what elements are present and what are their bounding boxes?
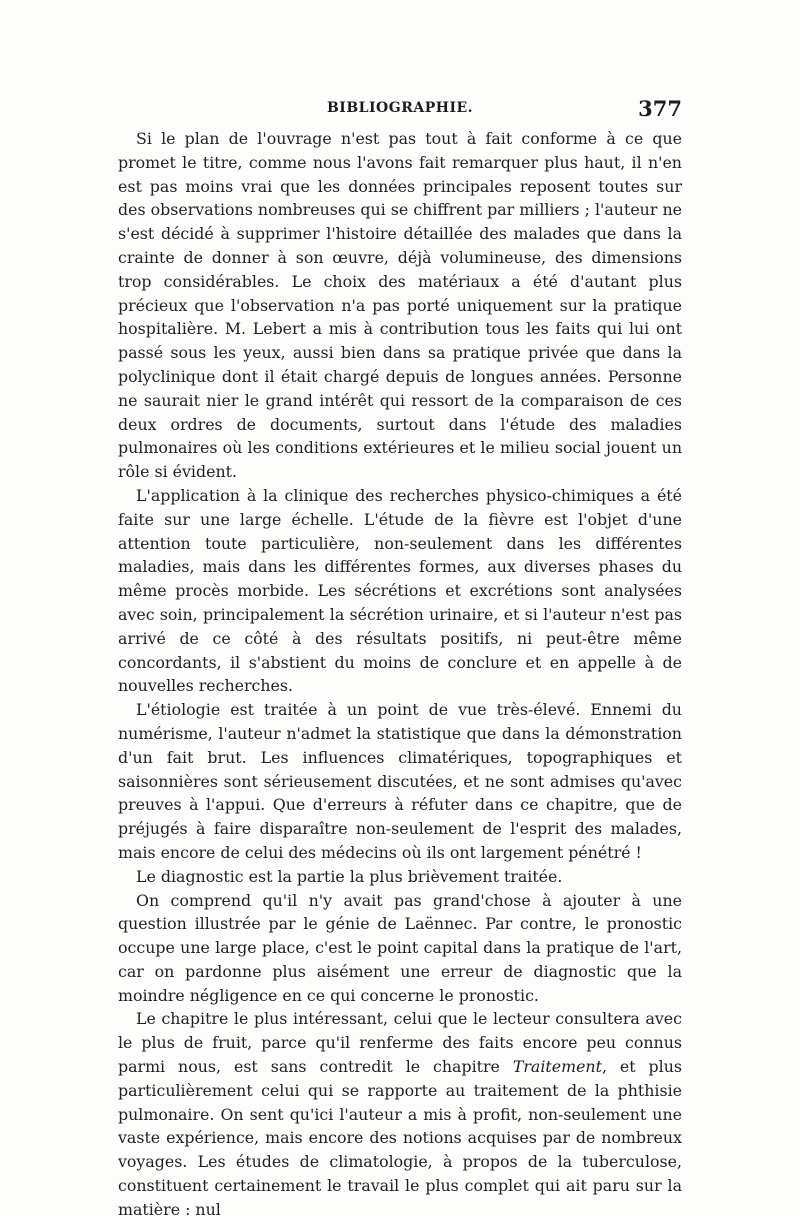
- paragraph-clinical-application: L'application à la clinique des recherches physico-chimiques a été faite sur une large échelle. L'étude de la fièvre est l'objet d'une attention toute particulière, non-seulement dans les différentes maladies, mais dans les différentes formes, aux diverses phases du même procès morbide. Les sécrétions et excrétions sont analysées avec soin, principalement la sécrétion urinaire, et si l'auteur n'est pas arrivé de ce côté à des résultats positifs, ni peut-être même concordants, il s'abstient du moins de conclure et en appelle à de nouvelles recherches.: [118, 485, 682, 696]
- page-number: 377: [638, 96, 682, 121]
- treatment-text-end: , et plus particulièrement celui qui se rapporte au traitement de la phthisie pulmonaire. On sent qu'ici l'auteur a mis à profit, non-seulement une vaste expérience, mais encore des notions acquises par de nombreux voyages. Les études de climatologie, à propos de la tuberculose, constituent certainement le travail le plus complet qui ait paru sur la matière : nul: [118, 1057, 682, 1219]
- paragraph-diagnosis: Le diagnostic est la partie la plus brièvement traitée.: [136, 866, 563, 886]
- paragraph-treatment: [118, 1007, 682, 1221]
- paragraph-etiology: L'étiologie est traitée à un point de vue très-élevé. Ennemi du numérisme, l'auteur n'admet la statistique que dans la démonstration d'un fait brut. Les influences climatériques, topographiques et saisonnières sont sérieusement discutées, et ne sont admises qu'avec preuves à l'appui. Que d'erreurs à réfuter dans ce chapitre, que de préjugés à faire disparaître non-seulement de l'esprit des malades, mais encore de celui des médecins où ils ont largement pénétré !: [118, 700, 682, 862]
- treatment-text-start: Le chapitre le plus intéressant, celui que le lecteur consultera avec le plus de fruit, parce qu'il renferme des faits encore peu connus parmi nous, est sans contredit le chapitre: [118, 1009, 682, 1077]
- running-title: BIBLIOGRAPHIE.: [326, 100, 474, 116]
- body-text: [118, 127, 682, 1222]
- paragraph-plan-of-work: Si le plan de l'ouvrage n'est pas tout à fait conforme à ce que promet le titre, comme nous l'avons fait remarquer plus haut, il n'en est pas moins vrai que les données principales reposent toutes sur des observations nombreuses qui se chiffrent par milliers ; l'auteur ne s'est décidé à supprimer l'histoire détaillée des malades que dans la crainte de donner à son œuvre, déjà volumineuse, des dimensions trop considérables. Le choix des matériaux a été d'autant plus précieux que l'observation n'a pas porté uniquement sur la pratique hospitalière. M. Lebert a mis à contribution tous les faits qui lui ont passé sous les yeux, aussi bien dans sa pratique privée que dans la polyclinique dont il était chargé depuis de longues années. Personne ne saurait nier le grand intérêt qui ressort de la comparaison de ces deux ordres de documents, surtout dans l'étude des maladies pulmonaires où les conditions extérieures et le milieu social jouent un rôle si évident.: [118, 129, 682, 482]
- running-head: [118, 96, 682, 120]
- paragraph-prognosis: On comprend qu'il n'y avait pas grand'chose à ajouter à une question illustrée par le génie de Laënnec. Par contre, le pronostic occupe une large place, c'est le point capital dans la pratique de l'art, car on pardonne plus aisément une erreur de diagnostic que la moindre négligence en ce qui concerne le pronostic.: [118, 890, 682, 1005]
- treatment-italic-title: Traitement: [512, 1057, 602, 1077]
